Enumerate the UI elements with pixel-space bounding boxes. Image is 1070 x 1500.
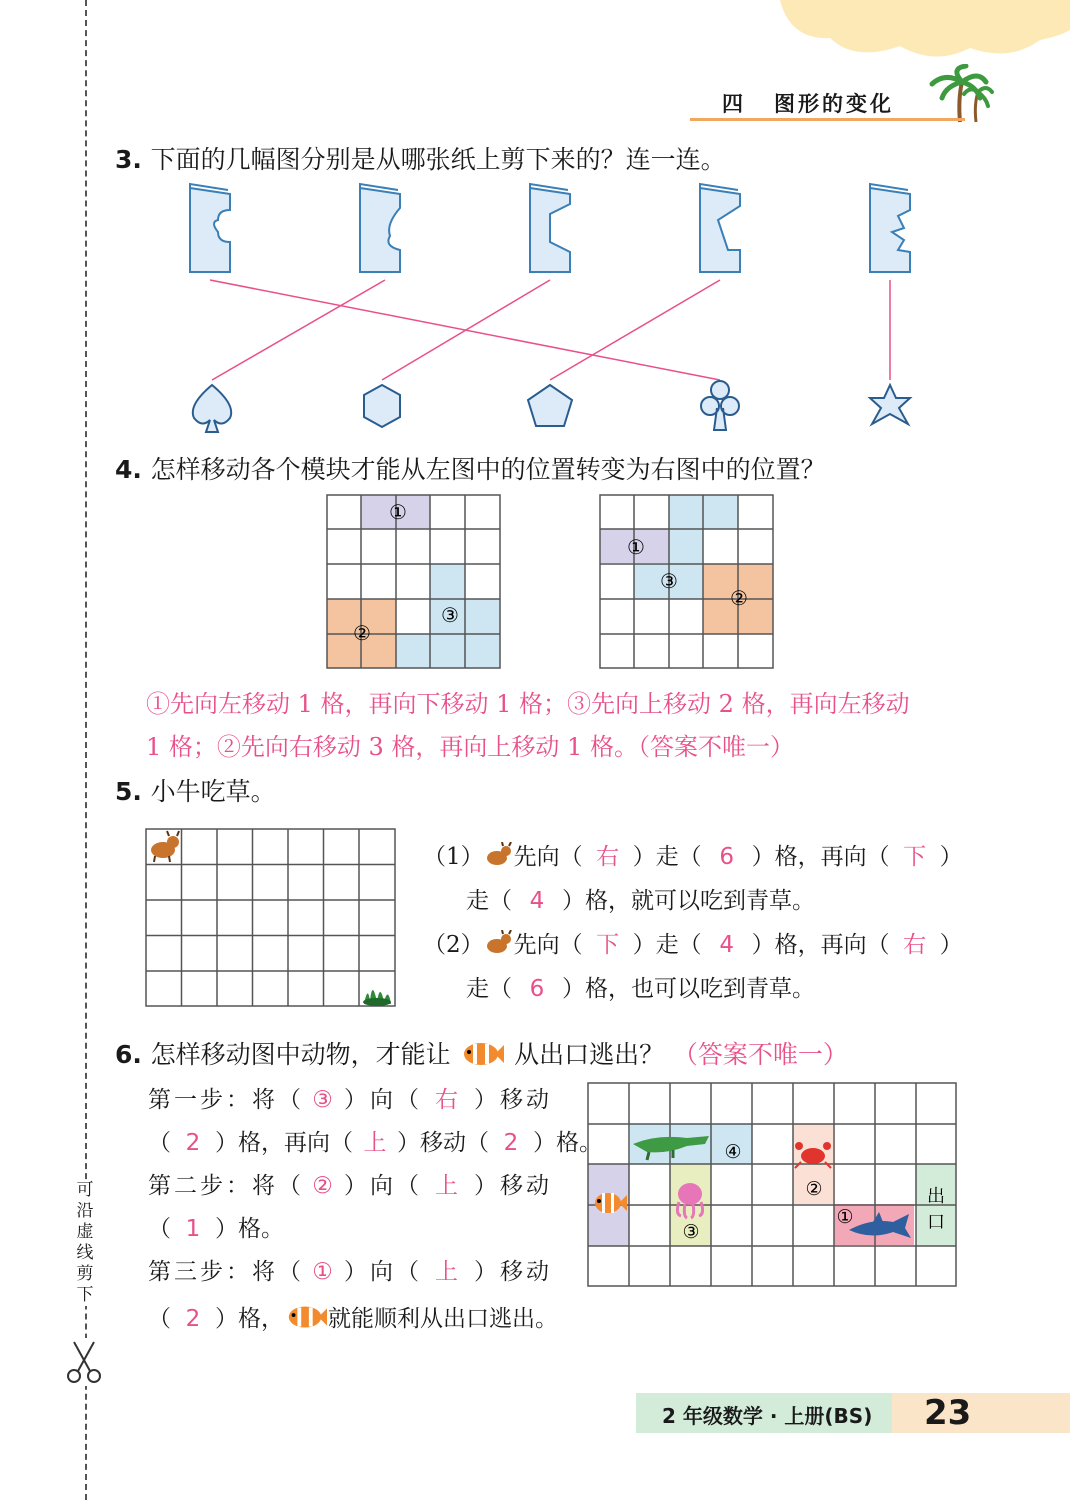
q5-title <box>115 772 276 808</box>
q5-number: 5. <box>115 777 142 806</box>
calf-icon <box>484 842 514 868</box>
page-number: 23 <box>924 1393 972 1433</box>
q6-note: （答案不唯一） <box>672 1040 848 1069</box>
chapter-header <box>722 88 894 118</box>
q5-text: ）走（ <box>632 932 702 958</box>
block-label: ③ <box>441 603 459 627</box>
answer-direction: 上 <box>363 1130 387 1156</box>
folded-paper-3 <box>530 184 570 272</box>
q5-text: ）格，就可以吃到青草。 <box>562 888 815 914</box>
answer-block: ① <box>312 1259 336 1285</box>
q6-text: ）格。 <box>533 1130 602 1156</box>
q5-text: ）格，也可以吃到青草。 <box>562 976 815 1002</box>
header-divider <box>690 118 965 121</box>
block-label: ③ <box>682 1221 700 1243</box>
calf-icon <box>484 930 514 956</box>
answer-steps: 4 <box>719 932 734 958</box>
q6-text: ）向（ <box>344 1173 422 1199</box>
q6-text: 第一步：将（ <box>148 1087 304 1113</box>
answer-direction: 上 <box>435 1173 461 1199</box>
answer-direction: 右 <box>435 1087 461 1113</box>
book-title: 2 年级数学 · 上册(BS) <box>662 1404 873 1428</box>
star-shape <box>870 385 910 424</box>
q5-text: 走（ <box>466 976 512 1002</box>
cut-instruction <box>70 1180 100 1306</box>
q6-text: （ <box>148 1216 171 1242</box>
answer-steps: 2 <box>185 1306 201 1332</box>
q6-text: ）移动 <box>474 1087 552 1113</box>
q6-text: 怎样移动图中动物，才能让 <box>150 1040 451 1069</box>
q6-step3-line2 <box>148 1300 558 1333</box>
block-label: ③ <box>660 569 678 593</box>
q6-step2-line1 <box>148 1167 552 1200</box>
q6-text: ）移动（ <box>397 1130 489 1156</box>
answer-direction: 上 <box>435 1259 461 1285</box>
q6-text: ）格，再向（ <box>215 1130 353 1156</box>
q3-matching-figure <box>180 180 930 440</box>
q4-text: 怎样移动各个模块才能从左图中的位置转变为右图中的位置？ <box>150 455 826 484</box>
q5-text: ）走（ <box>632 844 702 870</box>
q6-text: ）格， <box>215 1306 284 1332</box>
q6-text: ）向（ <box>344 1087 422 1113</box>
q4-left-grid <box>326 494 502 670</box>
block-label: ① <box>836 1206 854 1228</box>
calf-icon <box>151 831 179 862</box>
q5-text: 先向（ <box>513 932 583 958</box>
q5-line-1 <box>423 838 963 871</box>
answer-steps: 1 <box>185 1216 201 1242</box>
chapter-title: 图形的变化 <box>774 91 894 116</box>
q4-answer-line-1: ①先向左移动 1 格，再向下移动 1 格；③先向上移动 2 格，再向左移动 <box>146 690 910 718</box>
q6-text: 从出口逃出？ <box>514 1040 665 1069</box>
club-shape <box>701 381 739 430</box>
q6-step3-line1 <box>148 1253 552 1286</box>
answer-steps: 2 <box>503 1130 519 1156</box>
footer-page-band <box>892 1393 1070 1433</box>
answer-steps: 6 <box>719 844 734 870</box>
answer-steps: 4 <box>529 888 545 914</box>
answer-block: ③ <box>312 1087 336 1113</box>
answer-direction: 下 <box>596 932 620 958</box>
answer-direction: 右 <box>596 844 620 870</box>
cut-char: 虚 <box>76 1222 94 1242</box>
q5-text: ） <box>939 932 963 958</box>
q6-text: 就能顺利从出口逃出。 <box>328 1306 558 1332</box>
folded-paper-5 <box>870 184 910 272</box>
q3-text: 下面的几幅图分别是从哪张纸上剪下来的？连一连。 <box>150 145 726 174</box>
q4-number: 4. <box>115 455 142 484</box>
folded-paper-2 <box>360 184 400 272</box>
cut-char: 可 <box>76 1180 94 1200</box>
folded-paper-1 <box>190 184 230 272</box>
q6-text: 第三步：将（ <box>148 1259 304 1285</box>
block-label: ② <box>730 586 748 610</box>
q6-title <box>115 1035 848 1071</box>
q6-text: ）向（ <box>344 1259 422 1285</box>
q5-text: 小牛吃草。 <box>150 777 276 806</box>
cloud-decoration <box>760 0 1070 70</box>
scissors-icon <box>64 1338 104 1386</box>
match-line-4 <box>550 280 720 380</box>
q6-text: ）格。 <box>215 1216 284 1242</box>
cut-char: 沿 <box>76 1201 94 1221</box>
folded-paper-4 <box>700 184 740 272</box>
q4-answer-line-2: 1 格；②先向右移动 3 格，再向上移动 1 格。（答案不唯一） <box>146 733 794 761</box>
cut-char: 下 <box>76 1285 94 1305</box>
exit-label: 口 <box>927 1212 945 1233</box>
block-label: ① <box>389 500 407 524</box>
clownfish-icon <box>459 1039 505 1069</box>
q6-text: ）移动 <box>474 1259 552 1285</box>
q6-text: （ <box>148 1130 171 1156</box>
q5-text: ）格，再向（ <box>751 844 890 870</box>
grass-icon <box>363 990 391 1006</box>
pentagon-shape <box>528 385 572 426</box>
q5-line-4 <box>466 970 815 1003</box>
q5-sub-number: （1） <box>423 844 484 870</box>
q4-right-grid <box>599 494 775 670</box>
q6-grid <box>587 1082 958 1288</box>
q5-text: 走（ <box>466 888 512 914</box>
answer-direction: 下 <box>903 844 927 870</box>
q3-number: 3. <box>115 145 142 174</box>
answer-direction: 右 <box>903 932 927 958</box>
q5-sub-number: （2） <box>423 932 484 958</box>
q6-step1-line2 <box>148 1124 602 1157</box>
q3-title <box>115 140 726 176</box>
q4-title <box>115 450 826 486</box>
q6-text: （ <box>148 1306 171 1332</box>
q5-text: ） <box>939 844 963 870</box>
q6-step1-line1 <box>148 1081 552 1114</box>
q5-line-3 <box>423 926 963 959</box>
block-label: ② <box>353 621 371 645</box>
q6-step2-line2 <box>148 1210 284 1243</box>
match-line-3 <box>382 280 550 380</box>
hexagon-shape <box>364 385 400 427</box>
q5-text: ）格，再向（ <box>751 932 890 958</box>
answer-steps: 2 <box>185 1130 201 1156</box>
chapter-number: 四 <box>722 91 746 116</box>
q6-text: ）移动 <box>474 1173 552 1199</box>
block-label: ① <box>627 535 645 559</box>
cut-char: 剪 <box>76 1264 94 1284</box>
exit-label: 出 <box>927 1186 945 1207</box>
spade-shape <box>193 385 231 432</box>
q6-text: 第二步：将（ <box>148 1173 304 1199</box>
clownfish-icon <box>284 1302 328 1332</box>
block-label: ④ <box>724 1141 742 1163</box>
block-label: ② <box>805 1178 823 1200</box>
answer-block: ② <box>312 1173 336 1199</box>
match-line-2 <box>212 280 385 380</box>
q5-line-2 <box>466 882 815 915</box>
palm-tree-icon <box>920 64 995 124</box>
q5-text: 先向（ <box>513 844 583 870</box>
q6-number: 6. <box>115 1040 142 1069</box>
q5-grid <box>145 828 397 1008</box>
answer-steps: 6 <box>529 976 545 1002</box>
cut-char: 线 <box>76 1243 94 1263</box>
